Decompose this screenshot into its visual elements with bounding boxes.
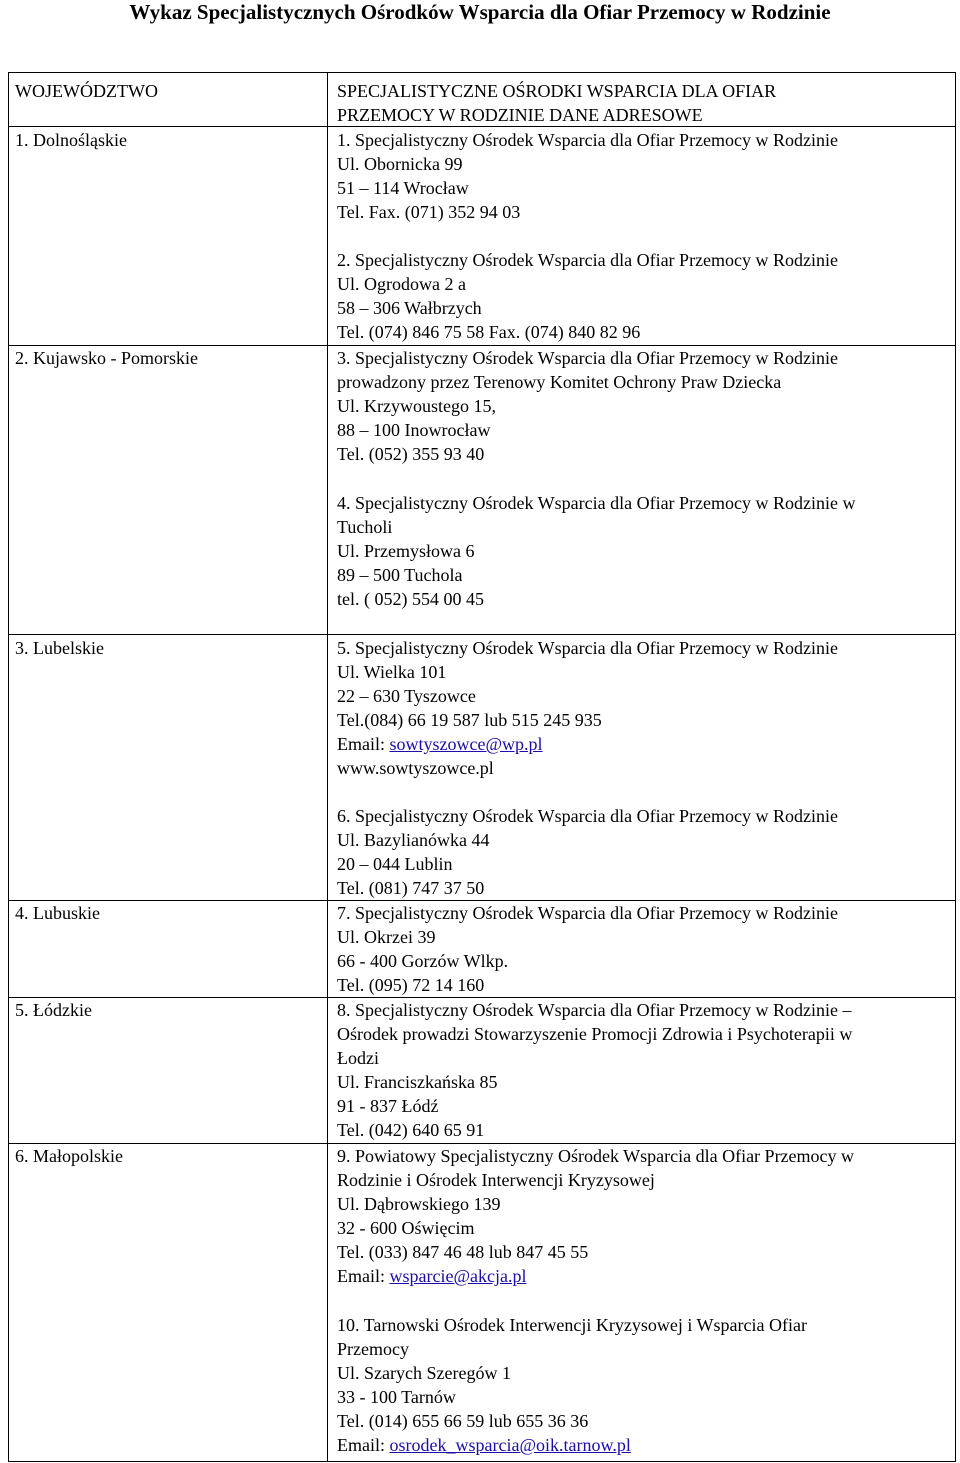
province-label: 4. Lubuskie [15,903,100,923]
row-divider [8,634,956,635]
center-line: Tel. Fax. (071) 352 94 03 [337,202,521,222]
center-line: Tel. (074) 846 75 58 Fax. (074) 840 82 96 [337,322,641,342]
center-line: Ośrodek prowadzi Stowarzyszenie Promocji Zdrowia i Psychoterapii w [337,1024,853,1044]
email-label: Email: [337,1266,390,1286]
province-label: 2. Kujawsko - Pomorskie [15,348,198,368]
center-line: 32 - 600 Oświęcim [337,1218,475,1238]
center-line: 33 - 100 Tarnów [337,1387,456,1407]
province-label: 3. Lubelskie [15,638,104,658]
center-email-line [337,1433,631,1457]
center-line: 89 – 500 Tuchola [337,565,463,585]
center-line: Ul. Dąbrowskiego 139 [337,1194,501,1214]
center-line: Ul. Okrzei 39 [337,927,436,947]
center-line: Ul. Franciszkańska 85 [337,1072,498,1092]
center-line: Ul. Szarych Szeregów 1 [337,1363,511,1383]
email-label: Email: [337,734,390,754]
center-line: 58 – 306 Wałbrzych [337,298,482,318]
center-line: Tel. (095) 72 14 160 [337,975,485,995]
center-line: 10. Tarnowski Ośrodek Interwencji Kryzysowej i Wsparcia Ofiar [337,1315,807,1335]
center-line: 3. Specjalistyczny Ośrodek Wsparcia dla Ofiar Przemocy w Rodzinie [337,348,839,368]
center-line: Ul. Obornicka 99 [337,154,463,174]
center-line: Tel. (081) 747 37 50 [337,878,485,898]
center-line: 51 – 114 Wrocław [337,178,469,198]
center-line: 91 - 837 Łódź [337,1096,439,1116]
email-link[interactable]: wsparcie@akcja.pl [389,1266,527,1286]
center-line: prowadzony przez Terenowy Komitet Ochrony Praw Dziecka [337,372,782,392]
center-line: 9. Powiatowy Specjalistyczny Ośrodek Wsparcia dla Ofiar Przemocy w [337,1146,855,1166]
email-link[interactable]: sowtyszowce@wp.pl [389,734,543,754]
center-line: 2. Specjalistyczny Ośrodek Wsparcia dla Ofiar Przemocy w Rodzinie [337,250,839,270]
center-line: Przemocy [337,1339,409,1359]
center-line: Ul. Wielka 101 [337,662,447,682]
center-line: Rodzinie i Ośrodek Interwencji Kryzysowej [337,1170,655,1190]
email-label: Email: [337,1435,390,1455]
center-line: Ul. Krzywoustego 15, [337,396,496,416]
center-line: Ul. Bazylianówka 44 [337,830,490,850]
center-line: 20 – 044 Lublin [337,854,453,874]
center-line: Tel. (052) 355 93 40 [337,444,485,464]
center-line: 8. Specjalistyczny Ośrodek Wsparcia dla Ofiar Przemocy w Rodzinie – [337,1000,852,1020]
center-email-line [337,1264,527,1288]
center-email-line [337,732,543,756]
province-label: 5. Łódzkie [15,1000,92,1020]
header-centers-line2: PRZEMOCY W RODZINIE DANE ADRESOWE [337,105,703,125]
center-line: 5. Specjalistyczny Ośrodek Wsparcia dla Ofiar Przemocy w Rodzinie [337,638,839,658]
center-line: tel. ( 052) 554 00 45 [337,589,484,609]
center-line: 22 – 630 Tyszowce [337,686,476,706]
center-line: 6. Specjalistyczny Ośrodek Wsparcia dla Ofiar Przemocy w Rodzinie [337,806,839,826]
header-centers-line1: SPECJALISTYCZNE OŚRODKI WSPARCIA DLA OFIAR [337,81,777,101]
email-link[interactable]: osrodek_wsparcia@oik.tarnow.pl [389,1435,631,1455]
center-line: Łodzi [337,1048,379,1068]
center-line: 88 – 100 Inowrocław [337,420,491,440]
center-line: Tel. (042) 640 65 91 [337,1120,485,1140]
center-line: Tel. (033) 847 46 48 lub 847 45 55 [337,1242,589,1262]
center-line: 7. Specjalistyczny Ośrodek Wsparcia dla Ofiar Przemocy w Rodzinie [337,903,839,923]
page-title: Wykaz Specjalistycznych Ośrodków Wsparcia dla Ofiar Przemocy w Rodzinie [129,0,831,24]
center-line: 1. Specjalistyczny Ośrodek Wsparcia dla Ofiar Przemocy w Rodzinie [337,130,839,150]
center-line: Ul. Przemysłowa 6 [337,541,475,561]
website-text: www.sowtyszowce.pl [337,758,494,778]
center-line: Tel.(084) 66 19 587 lub 515 245 935 [337,710,602,730]
province-label: 1. Dolnośląskie [15,130,127,150]
header-province: WOJEWÓDZTWO [15,81,158,101]
center-line: Ul. Ogrodowa 2 a [337,274,466,294]
column-divider [327,72,328,1462]
center-line: 66 - 400 Gorzów Wlkp. [337,951,509,971]
province-label: 6. Małopolskie [15,1146,123,1166]
center-line: Tucholi [337,517,393,537]
center-line: Tel. (014) 655 66 59 lub 655 36 36 [337,1411,589,1431]
center-line: 4. Specjalistyczny Ośrodek Wsparcia dla Ofiar Przemocy w Rodzinie w [337,493,856,513]
